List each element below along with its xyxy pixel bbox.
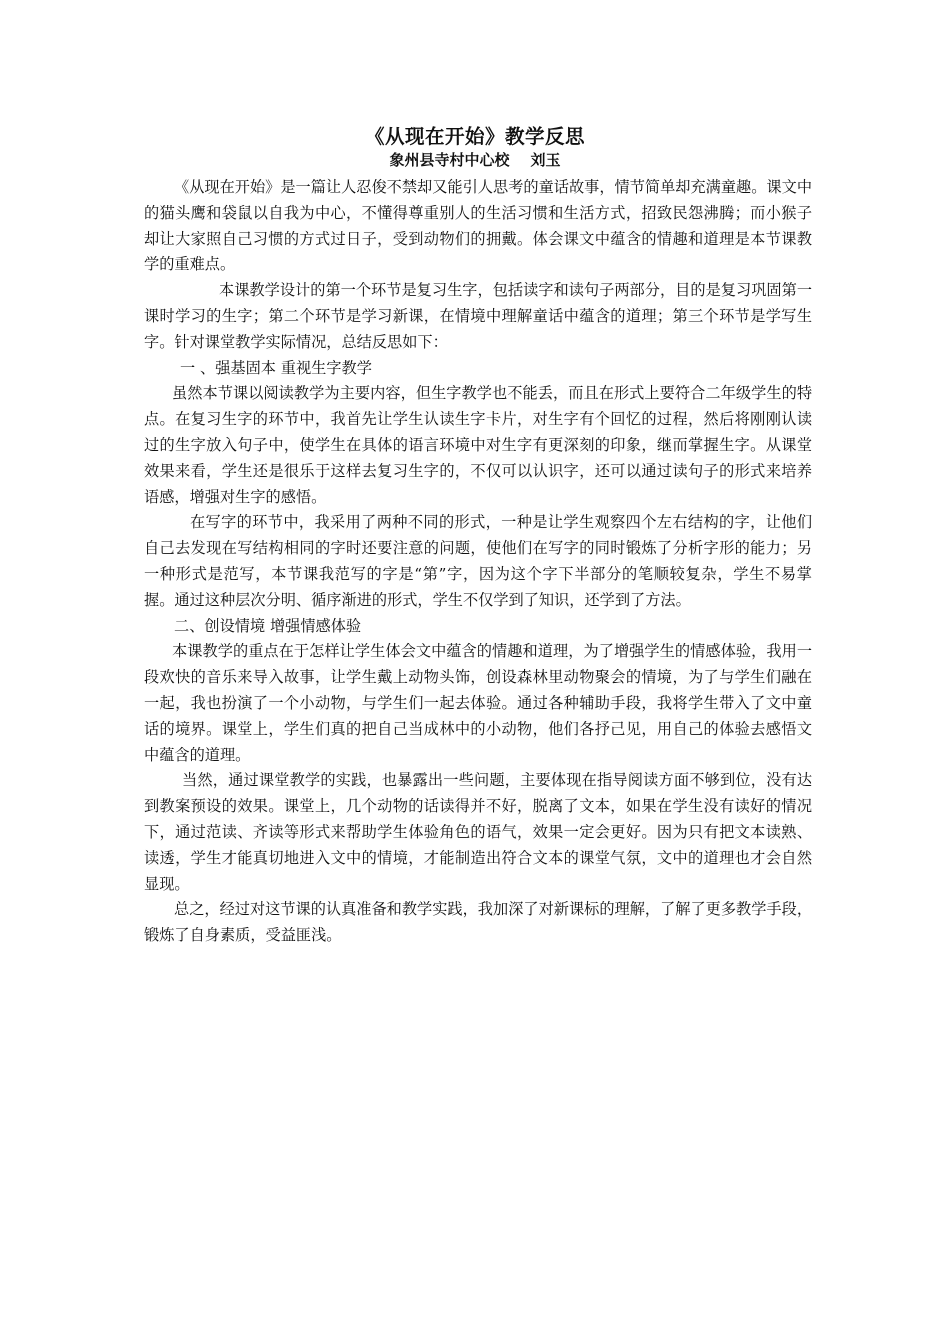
- paragraph-situation: 本课教学的重点在于怎样让学生体会文中蕴含的情趣和道理，为了增强学生的情感体验，我用一段欢快的音乐来导入故事，让学生戴上动物头饰，创设森林里动物聚会的情境，为了与学生们融在一起，我也扮演了一个小动物，与学生们一起去体验。通过各种辅助手段，我将学生带入了文中童话的境界。课堂上，学生们真的把自己当成林中的小动物，他们各抒己见，用自己的体验去感悟文中蕴含的道理。: [144, 642, 812, 764]
- byline-author: 刘玉: [530, 151, 561, 169]
- paragraph-design: 本课教学设计的第一个环节是复习生字，包括读字和读句子两部分，目的是复习巩固第一课时学习的生字；第二个环节是学习新课，在情境中理解童话中蕴含的道理；第三个环节是学写生字。针对课堂教学实际情况，总结反思如下：: [144, 281, 812, 351]
- document-title: 《从现在开始》教学反思: [364, 125, 585, 148]
- paragraph-conclusion: 总之，经过对这节课的认真准备和教学实践，我加深了对新课标的理解，了解了更多教学手段，锻炼了自身素质，受益匪浅。: [144, 900, 812, 945]
- paragraph-intro: 《从现在开始》是一篇让人忍俊不禁却又能引人思考的童话故事，情节简单却充满童趣。课文中的猫头鹰和袋鼠以自我为中心，不懂得尊重别人的生活习惯和生活方式，招致民怨沸腾；而小猴子却让大家照自己习惯的方式过日子，受到动物们的拥戴。体会课文中蕴含的情趣和道理是本节课教学的重难点。: [144, 178, 812, 274]
- section-heading-1: 一 、强基固本 重视生字教学: [180, 358, 372, 377]
- byline-school: 象州县寺村中心校: [389, 151, 510, 169]
- document-byline: [0, 148, 950, 172]
- paragraph-problems: 当然，通过课堂教学的实践，也暴露出一些问题，主要体现在指导阅读方面不够到位，没有达到教案预设的效果。课堂上，几个动物的话读得并不好，脱离了文本，如果在学生没有读好的情况下，通过范读、齐读等形式来帮助学生体验角色的语气，效果一定会更好。因为只有把文本读熟、读透，学生才能真切地进入文中的情境，才能制造出符合文本的课堂气氛，文中的道理也才会自然显现。: [144, 771, 812, 893]
- paragraph-writing: 在写字的环节中，我采用了两种不同的形式，一种是让学生观察四个左右结构的字，让他们自己去发现在写结构相同的字时还要注意的问题，使他们在写字的同时锻炼了分析字形的能力；另一种形式是范写，本节课我范写的字是“第”字，因为这个字下半部分的笔顺较复杂，学生不易掌握。通过这种层次分明、循序渐进的形式，学生不仅学到了知识，还学到了方法。: [144, 513, 812, 609]
- document-body: [144, 175, 812, 949]
- paragraph-review: 虽然本节课以阅读教学为主要内容，但生字教学也不能丢，而且在形式上要符合二年级学生的特点。在复习生字的环节中，我首先让学生认读生字卡片，对生字有个回忆的过程，然后将刚刚认读过的生字放入句子中，使学生在具体的语言环境中对生字有更深刻的印象，继而掌握生字。从课堂效果来看，学生还是很乐于这样去复习生字的，不仅可以认识字，还可以通过读句子的形式来培养语感，增强对生字的感悟。: [144, 384, 812, 506]
- section-heading-2: 二、创设情境 增强情感体验: [174, 616, 362, 635]
